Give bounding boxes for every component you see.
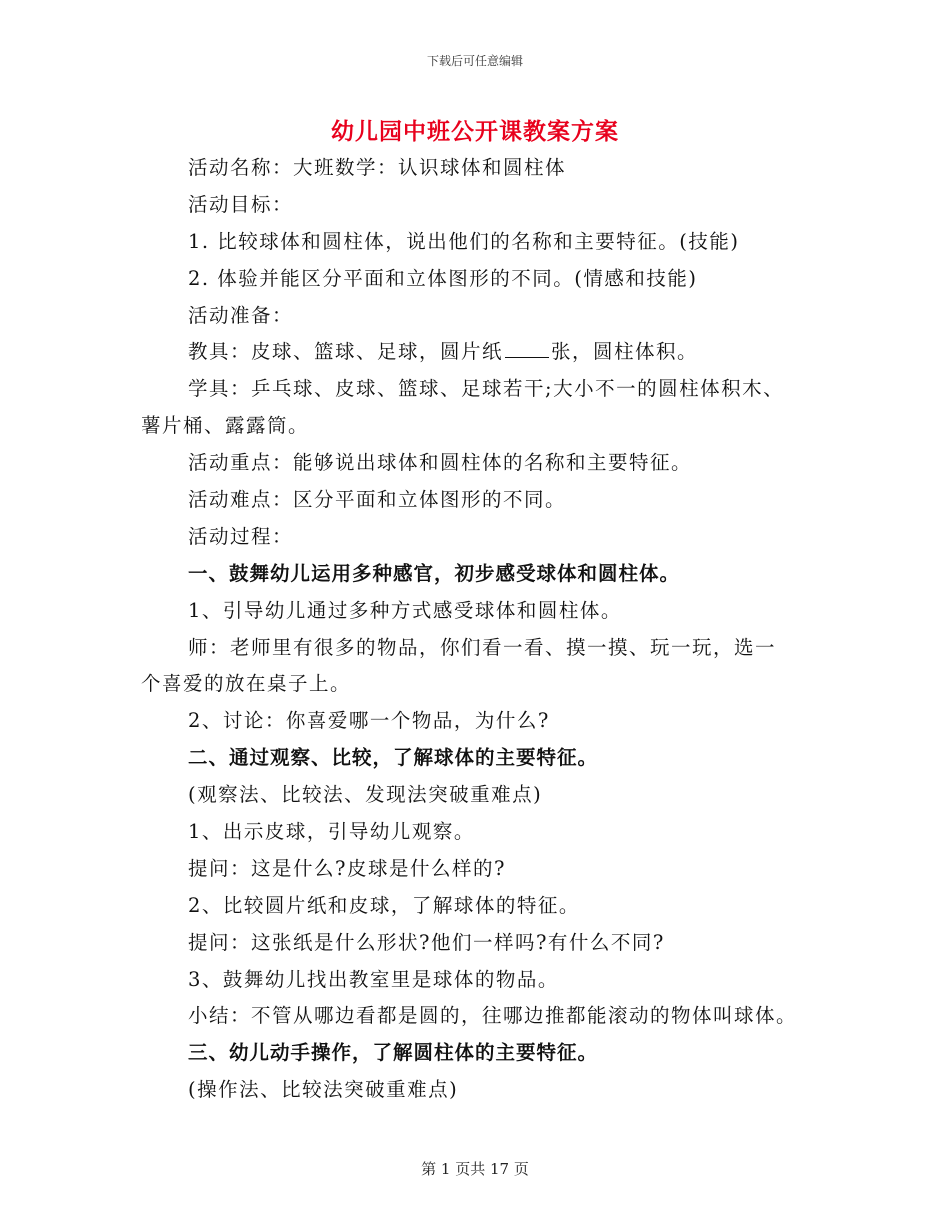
text-segment: 张，圆柱体积。 [551,340,699,364]
document-body [141,150,811,1109]
text-line: 1、出示皮球，引导幼儿观察。 [188,820,475,844]
text-line: 活动名称：大班数学：认识球体和圆柱体 [188,156,567,179]
text-line: 2. 体验并能区分平面和立体图形的不同。(情感和技能) [188,266,698,290]
text-line: 师：老师里有很多的物品，你们看一看、摸一摸、玩一玩，选一 [188,635,777,659]
text-line: 个喜爱的放在桌子上。 [141,672,352,696]
text-line: 活动重点：能够说出球体和圆柱体的名称和主要特征。 [188,451,693,475]
text-line: 薯片桶、露露筒。 [141,414,310,438]
text-line: 小结：不管从哪边看都是圆的，往哪边推都能滚动的物体叫球体。 [188,1004,798,1028]
text-line: 活动难点：区分平面和立体图形的不同。 [188,488,567,512]
text-line: 2、讨论：你喜爱哪一个物品，为什么? [188,709,550,733]
text-line: 活动过程： [188,524,294,548]
text-line: (操作法、比较法突破重难点) [188,1078,459,1102]
text-line: 1. 比较球体和圆柱体，说出他们的名称和主要特征。(技能) [188,229,740,253]
text-line: 提问：这是什么?皮球是什么样的? [188,856,506,880]
text-line: 1、引导幼儿通过多种方式感受球体和圆柱体。 [188,598,622,622]
document-title: 幼儿园中班公开课教案方案 [331,119,619,145]
text-line: 活动目标： [188,192,294,216]
page-header: 下载后可任意编辑 [426,54,523,68]
text-line [141,334,811,371]
section-heading: 一、鼓舞幼儿运用多种感官，初步感受球体和圆柱体。 [188,561,681,585]
text-line: 2、比较圆片纸和皮球，了解球体的特征。 [188,893,580,917]
text-line: 活动准备： [188,303,294,327]
section-heading: 三、幼儿动手操作，了解圆柱体的主要特征。 [188,1041,599,1065]
fill-blank [505,356,549,358]
page-footer: 第 1 页共 17 页 [421,1160,529,1178]
section-heading: 二、通过观察、比较，了解球体的主要特征。 [188,746,599,770]
text-segment: 教具：皮球、篮球、足球，圆片纸 [188,340,504,364]
text-line: 学具：乒乓球、皮球、篮球、足球若干;大小不一的圆柱体积木、 [188,377,785,401]
text-line: 3、鼓舞幼儿找出教室里是球体的物品。 [188,967,559,991]
text-line: 提问：这张纸是什么形状?他们一样吗?有什么不同? [188,930,665,954]
text-line: (观察法、比较法、发现法突破重难点) [188,783,543,807]
